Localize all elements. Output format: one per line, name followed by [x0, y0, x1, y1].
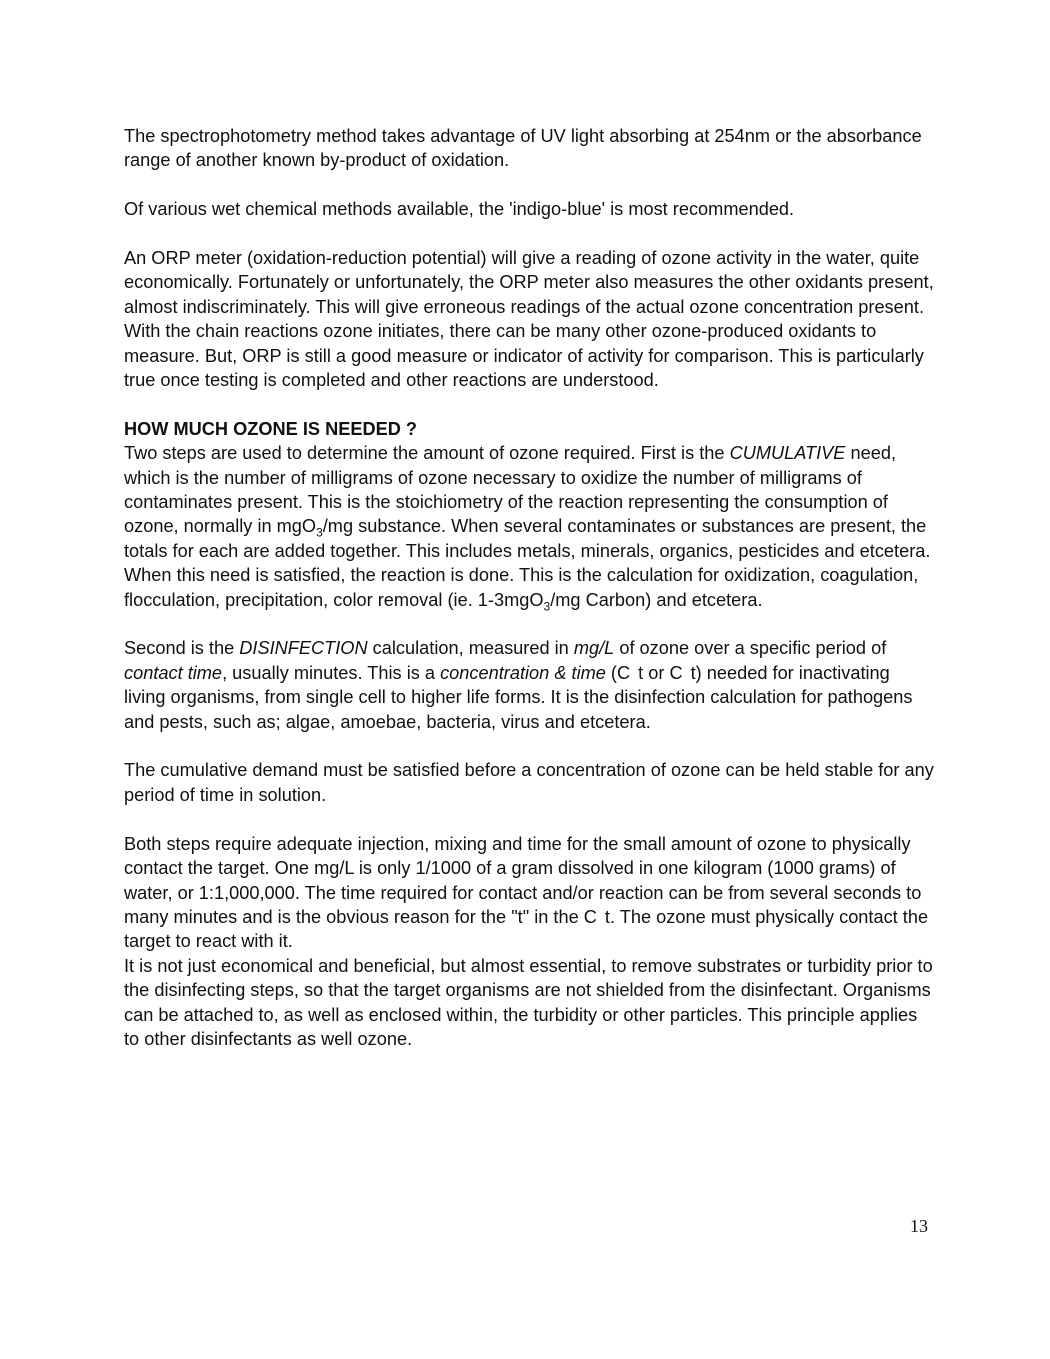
paragraph-orp-meter: An ORP meter (oxidation-reduction potential) will give a reading of ozone activity in the water, quite economically. Fortunately or unfortunately, the ORP meter also measures the other oxidants present, almost indiscriminately. This will give erroneous readings of the actual ozone concentration present. With the chain reactions ozone initiates, there can be many other ozone-produced oxidants to measure. But, ORP is still a good measure or indicator of activity for comparison. This is particularly true once testing is completed and other reactions are understood.: [124, 248, 934, 391]
cumulative-term: CUMULATIVE: [729, 443, 846, 464]
both-steps-text-b: t. The ozone must physically contact the target to react with it.: [124, 906, 929, 952]
ct-symbol-2: t or C: [638, 662, 683, 683]
cumulative-text-d: /mg Carbon) and etcetera.: [550, 589, 763, 610]
cumulative-text-c: /mg substance. When several contaminates or substances are present, the totals for each are added together. This includes metals, minerals, organics, pesticides and etcetera. When this need is satisfied, the reaction is done. This is the calculation for oxidization, coagulation, flocculation, precipitation, color removal (ie. 1-3mgO: [124, 516, 931, 610]
disinfection-unit: mg/L: [573, 638, 615, 659]
paragraph-disinfection: [124, 636, 936, 734]
disinfection-term: DISINFECTION: [239, 638, 368, 659]
paragraph-spectrophotometry: The spectrophotometry method takes advantage of UV light absorbing at 254nm or the absorbance range of another known by-product of oxidation.: [124, 126, 922, 171]
both-steps-text-a: Both steps require adequate injection, mixing and time for the small amount of ozone to physically contact the target. One mg/L is only 1/1000 of a gram dissolved in one kilogram (1000 grams) of water, or 1:1,000,000. The time required for contact and/or reaction can be from several seconds to many minutes and is the obvious reason for the "t" in the C: [124, 833, 922, 927]
disinfection-text-b: calculation, measured in: [367, 638, 574, 659]
disinfection-concentration-time: concentration & time: [440, 662, 606, 683]
paragraph-cumulative-demand: The cumulative demand must be satisfied before a concentration of ozone can be held stable for any period of time in solution.: [124, 760, 934, 805]
paragraph-wet-chemical: Of various wet chemical methods available, the 'indigo-blue' is most recommended.: [124, 199, 795, 220]
ct-symbol-3: t): [690, 662, 702, 683]
paragraph-both-steps: [124, 832, 936, 954]
subscript-3: 3: [316, 526, 323, 541]
disinfection-text-c: of ozone over a specific period of: [614, 638, 887, 659]
page-body: [124, 124, 936, 1076]
disinfection-text-f: needed for inactivating living organisms, from single cell to higher life forms. It is the disinfection calculation for pathogens and pests, such as; algae, amoebae, bacteria, virus and etcetera.: [124, 662, 913, 732]
cumulative-text-a: Two steps are used to determine the amount of ozone required. First is the: [124, 443, 730, 464]
disinfection-contact-time: contact time: [124, 662, 223, 683]
page-number: 13: [910, 1216, 928, 1236]
disinfection-text-a: Second is the: [124, 638, 240, 659]
paragraph-cumulative: [124, 441, 936, 612]
section-heading: HOW MUCH OZONE IS NEEDED ?: [124, 418, 418, 439]
paragraph-turbidity: It is not just economical and beneficial, but almost essential, to remove substrates or turbidity prior to the disinfecting steps, so that the target organisms are not shielded from the disinfectant. Organisms can be attached to, as well as enclosed within, the turbidity or other particles. This principle applies to other disinfectants as well ozone.: [124, 955, 933, 1049]
disinfection-text-d: , usually minutes. This is a: [222, 662, 441, 683]
ct-symbol-1: (C: [605, 662, 631, 683]
subscript-3: 3: [543, 599, 551, 614]
cumulative-text-b: need, which is the number of milligrams of ozone necessary to oxidize the number of milligrams of contaminates present. This is the stoichiometry of the reaction representing the consumption of ozone, normally in mgO: [124, 443, 897, 537]
